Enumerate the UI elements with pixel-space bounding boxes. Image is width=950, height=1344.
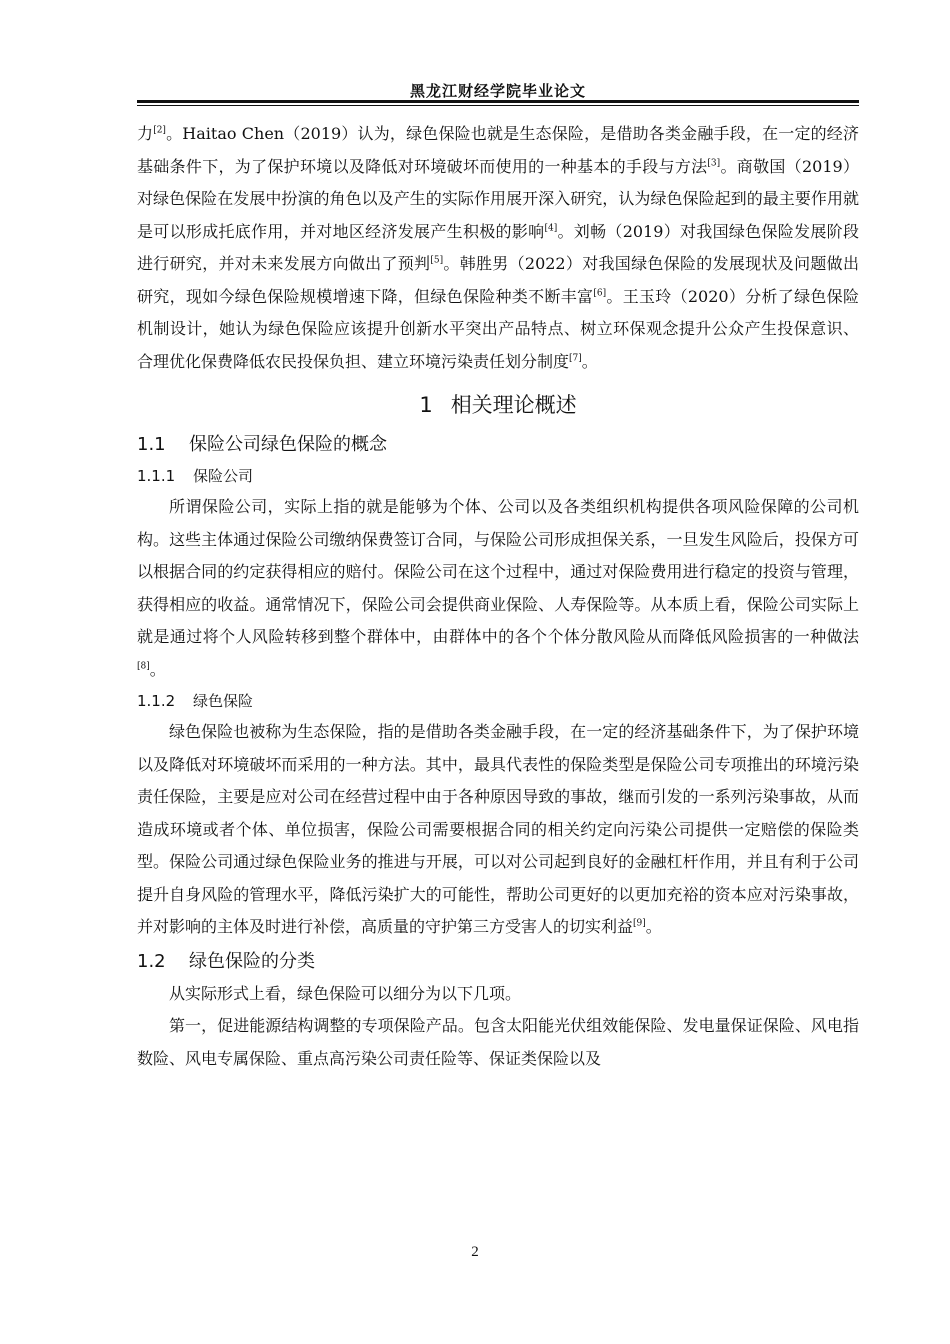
page-body	[137, 118, 859, 1075]
subsection-title: 绿色保险	[193, 692, 254, 710]
section-number: 1.2	[137, 950, 166, 972]
section-number: 1.1	[137, 434, 166, 455]
chapter-number: 1	[419, 393, 433, 417]
section-heading-1-2	[137, 947, 859, 977]
intro-text-1: 力	[137, 124, 154, 143]
citation-6: [6]	[593, 288, 607, 299]
intro-text-5: 。韩胜男（2022）对我国绿色保险的发展现状及问题做出研究，现如今绿色保险规模增速下降，但绿色保险种类不断丰富	[137, 254, 859, 306]
paragraph-green-insurance	[137, 716, 859, 944]
paragraph-end: 。	[645, 917, 662, 936]
paragraph-classification-first: 第一，促进能源结构调整的专项保险产品。包含太阳能光伏组效能保险、发电量保证保险、风电指数险、风电专属保险、重点高污染公司责任险等、保证类保险以及	[137, 1016, 859, 1068]
page-number: 2	[471, 1244, 479, 1260]
paragraph-classification-intro: 从实际形式上看，绿色保险可以细分为以下几项。	[169, 983, 522, 1003]
citation-9: [9]	[633, 918, 646, 929]
section-title: 保险公司绿色保险的概念	[189, 434, 387, 455]
citation-3: [3]	[707, 158, 721, 169]
subsection-heading-1-1-2	[137, 686, 859, 716]
intro-text-4: 。刘畅（2019）对我国绿色保险发展阶段进行研究，并对未来发展方向做出了预判	[137, 221, 859, 273]
intro-text-2: 。Haitao Chen（2019）认为，绿色保险也就是生态保险，是借助各类金融手段，在一定的经济基础条件下，为了保护环境以及降低对环境破坏而使用的一种基本的手段与方法	[137, 124, 859, 176]
running-header: 黑龙江财经学院毕业论文	[409, 82, 586, 100]
paragraph-text: 所谓保险公司，实际上指的就是能够为个体、公司以及各类组织机构提供各项风险保障的公司机构。这些主体通过保险公司缴纳保费签订合同，与保险公司形成担保关系，一旦发生风险后，投保方可以根据合同的约定获得相应的赔付。保险公司在这个过程中，通过对保险费用进行稳定的投资与管理，获得相应的收益。通常情况下，保险公司会提供商业保险、人寿保险等。从本质上看，保险公司实际上就是通过将个人风险转移到整个群体中，由群体中的各个个体分散风险从而降低风险损害的一种做法	[137, 497, 859, 646]
paragraph-end: 。	[149, 659, 166, 679]
section-title: 绿色保险的分类	[189, 950, 315, 972]
intro-text-7: 。	[581, 351, 598, 371]
chapter-heading	[137, 390, 859, 420]
section-heading-1-1	[137, 430, 859, 460]
citation-8: [8]	[137, 661, 150, 672]
header-rule-thin	[137, 105, 859, 106]
citation-2: [2]	[153, 125, 166, 136]
chapter-title: 相关理论概述	[450, 393, 577, 417]
subsection-number: 1.1.2	[137, 692, 176, 710]
intro-text-3: 。商敬国（2019）对绿色保险在发展中扮演的角色以及产生的实际作用展开深入研究，认为绿色保险起到的最主要作用就是可以形成托底作用，并对地区经济发展产生积极的影响	[137, 156, 859, 241]
subsection-title: 保险公司	[193, 467, 254, 485]
citation-4: [4]	[544, 223, 558, 234]
intro-paragraph	[137, 118, 859, 378]
header-rule-thick	[137, 100, 859, 103]
paragraph-text: 绿色保险也被称为生态保险，指的是借助各类金融手段，在一定的经济基础条件下，为了保护环境以及降低对环境破坏而采用的一种方法。其中，最具代表性的保险类型是保险公司专项推出的环境污染责任保险，主要是应对公司在经营过程中由于各种原因导致的事故，继而引发的一系列污染事故，从而造成环境或者个体、单位损害，保险公司需要根据合同的相关约定向污染公司提供一定赔偿的保险类型。保险公司通过绿色保险业务的推进与开展，可以对公司起到良好的金融杠杆作用，并且有利于公司提升自身风险的管理水平，降低污染扩大的可能性，帮助公司更好的以更加充裕的资本应对污染事故，并对影响的主体及时进行补偿，高质量的守护第三方受害人的切实利益	[137, 722, 859, 936]
subsection-number: 1.1.1	[137, 467, 176, 485]
paragraph-insurance-company	[137, 491, 859, 686]
citation-7: [7]	[569, 353, 582, 364]
subsection-heading-1-1-1	[137, 461, 859, 491]
citation-5: [5]	[430, 255, 444, 266]
intro-text-6: 。王玉玲（2020）分析了绿色保险机制设计，她认为绿色保险应该提升创新水平突出产品特点、树立环保观念提升公众产生投保意识、 合理优化保费降低农民投保负担、建立环境污染责任划分制度	[137, 286, 859, 371]
